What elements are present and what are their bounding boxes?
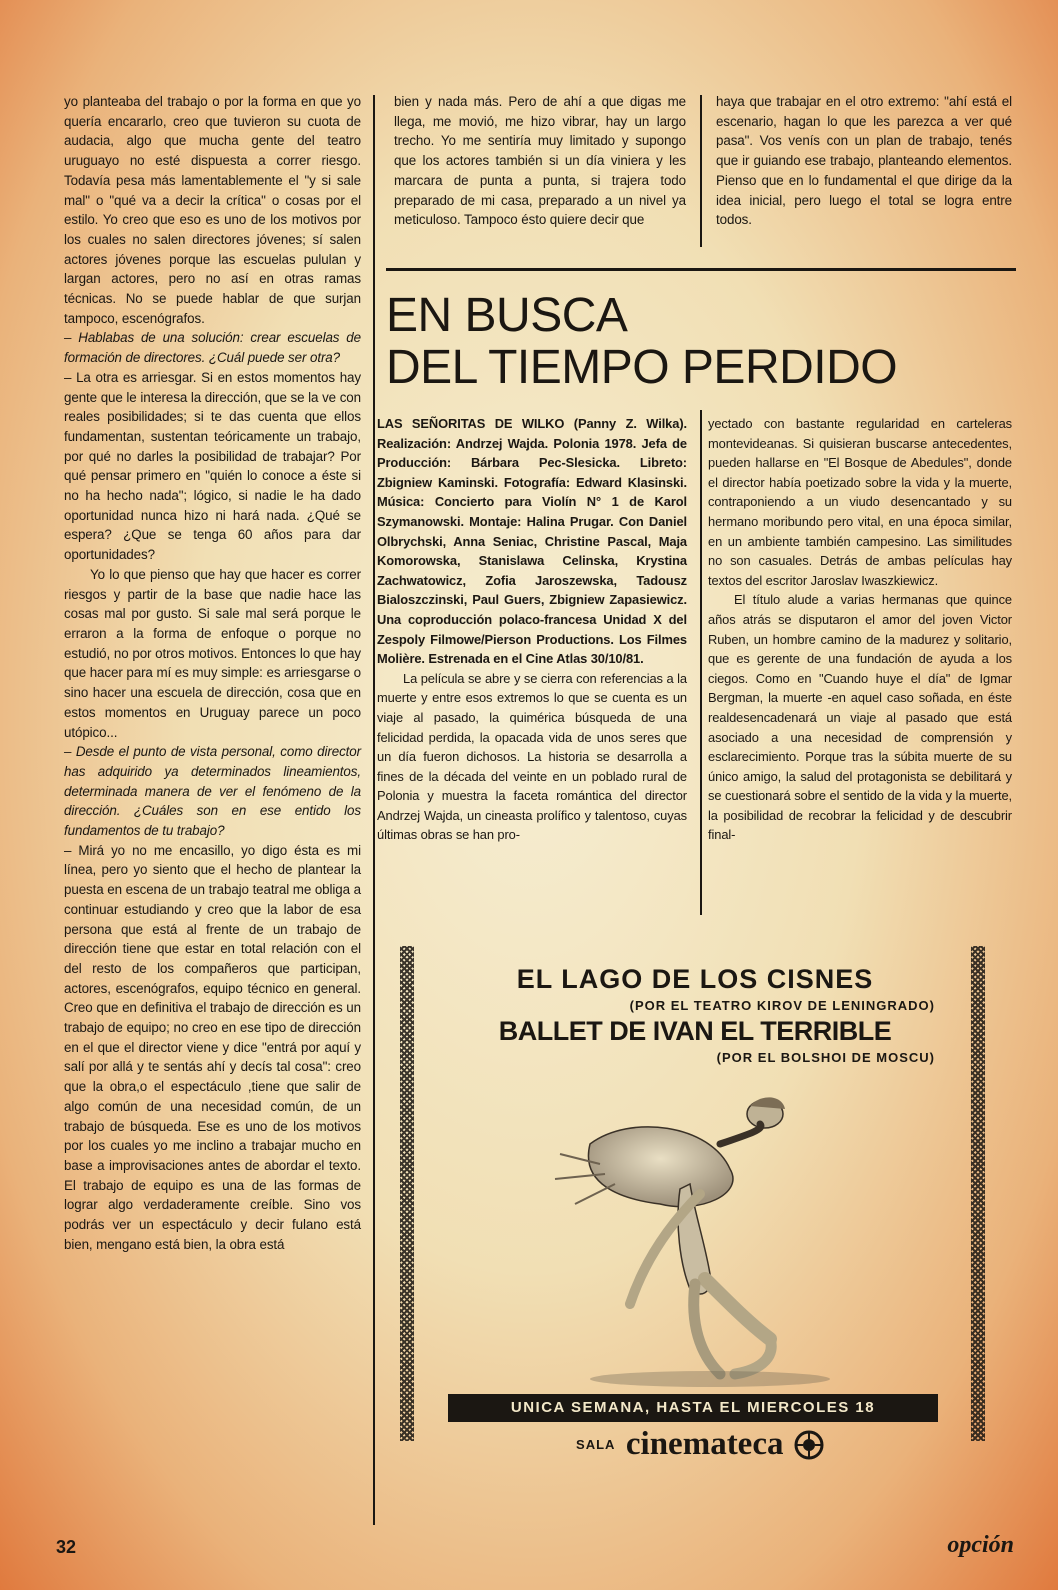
article-headline (386, 290, 1006, 394)
film-credits: LAS SEÑORITAS DE WILKO (Panny Z. Wilka). Realización: Andrzej Wajda. Polonia 1978. Jefa de Producción: Bárbara Pec-Slesicka. Libreto: Zbigniew Kaminski. Fotografía: Edward Klasinski. Música: Concierto para Violín N° 1 de Karol Szymanowski. Montaje: Halina Prugar. Con Daniel Olbrychski, Anna Seniac, Christine Pascal, Maja Komorowska, Stanislawa Celinska, Krystina Zachwatowicz, Zofia Jaroszewska, Tadousz Bialoszczinski, Paul Guers, Zbigniew Zapasiewicz. Una coproducción polaco-francesa Unidad X del Zespoly Filmowe/Pierson Productions. Los Filmes Molière. Estrenada en el Cine Atlas 30/10/81. (377, 416, 687, 667)
paragraph: haya que trabajar en el otro extremo: "ahí está el escenario, hagan lo que les parezca a ver qué pasa". Vos venís con un plan de trabajo, tenés que ir guiando ese trabajo, planteando elementos. Pienso que en lo fundamental el que dirige da la idea inicial, pero luego el total se logra entre todos. (716, 94, 1012, 228)
review-column-middle (377, 414, 687, 845)
paragraph: bien y nada más. Pero de ahí a que digas me llega, me movió, me hizo vibrar, hay un largo trecho. Yo me sentiría muy limitado y supongo que los actores también si un día viniera y les marcara de punta a punta, si trajera todo preparado de mi casa, preparado a un nivel ya meticuloso. Tampoco ésto quiere decir que (394, 94, 686, 228)
column-divider-right-article (700, 410, 702, 915)
magazine-brand: opción (947, 1532, 1014, 1558)
ad-venue-name: cinemateca (625, 1426, 784, 1462)
interview-column-left (64, 92, 361, 1254)
paragraph: yo planteaba del trabajo o por la forma en que yo quería encararlo, creo que tuvieron su cuota de audacia, algo que mucha gente del teatro uruguayo no esté dispuesta a correr riesgo. Todavía pesa más lamentablemente el "y si sale mal" o "qué va a decir la crítica" o cosas por el estilo. Yo creo que eso es uno de los motivos por los cuales no salen directores jóvenes; sí salen actores jóvenes porque las escuelas pululan y largan actores, pero no así en otras ramas técnicas. No se puede hablar de que surjan tampoco, escenógrafos. (64, 94, 361, 326)
cinemateca-logo-icon (794, 1430, 824, 1460)
ballet-dancer-photo (520, 1074, 880, 1394)
paragraph: El título alude a varias hermanas que quince años atrás se disputaron el amor del joven Victor Ruben, un hombre camino de la madurez y solitario, que es gerente de una fundación de ayuda a los ciegos. Como en "Cuando huye el día" de Igmar Bergman, la muerte -en aquel caso soñada, en éste realdesencadenará un viaje al pasado que está asociado a una necesidad de comprensión y esclarecimiento. Porque tras la súbita muerte de su único amigo, la salud del protagonista se debilitará y se cuestionará sobre el sentido de la vida y la muerte, la posibilidad de recobrar la felicidad y de descubrir final- (708, 592, 1012, 843)
page-number: 32 (56, 1537, 77, 1557)
paragraph: La película se abre y se cierra con referencias a la muerte y entre esos extremos lo que se cuenta es un viaje al pasado, la quimérica búsqueda de una felicidad perdida, la opacada vida de unos seres que un día fueron dichosos. La historia se desarrolla a fines de la década del veinte en un poblado rural de Polonia y muestra la faceta romántica del director Andrzej Wajda, un cineasta prolífico y talentoso, cuyas últimas obras se han pro- (377, 670, 687, 843)
ad-subtitle-bolshoi: (POR EL BOLSHOI DE MOSCU) (716, 1050, 935, 1065)
ad-subtitle-kirov: (POR EL TEATRO KIROV DE LENINGRADO) (629, 998, 935, 1013)
headline-rule (386, 268, 1016, 271)
ad-run-banner: UNICA SEMANA, HASTA EL MIERCOLES 18 (448, 1394, 938, 1422)
column-divider-right-top (700, 95, 702, 247)
column-divider-left (373, 95, 375, 1525)
interview-column-middle (394, 92, 686, 230)
ballet-advertisement (400, 946, 985, 1466)
review-column-right (708, 414, 1012, 845)
ad-venue (490, 1426, 910, 1466)
paragraph: Yo lo que pienso que hay que hacer es correr riesgos y partir de la base que nadie hace las cosas mal por gusto. Si sale mal será porque le erraron a la forma de enfoque o porque no estudió, no por otros motivos. Entonces lo que hay que hacer para mí es muy simple: es arriesgarse o sino hacer una escuela de dirección, cosa que en estos momentos en Uruguay parece un poco utópico... (64, 566, 361, 740)
ad-border-left (400, 946, 414, 1441)
paragraph: yectado con bastante regularidad en carteleras montevideanas. Si quisieran buscarse antecedentes, pueden hallarse en "El Bosque de Abedules", donde el director había poetizado sobre la vida y la muerte, contraponiendo a un viudo desencantado y su hermano moribundo pero vital, en una época similar, en un ambiente también campesino. Las similitudes no son casuales. Detrás de ambas películas hay textos del escritor Jaroslav Iwaszkiewicz. (708, 416, 1012, 588)
paragraph: – La otra es arriesgar. Si en estos momentos hay gente que le interesa la dirección, que se la ve con reales posibilidades; si te das cuenta que ellos fundamentan, sustentan teóricamente un trabajo, por qué no darles la posibilidad de trabajar? Por qué pensar primero en "quién lo conoce a éste si no ha hecho nada"; lógico, si nadie le ha dado oportunidad nunca hizo ni hará nada. ¿Qué se espera? ¿Que se tenga 60 años para dar oportunidades? (64, 369, 361, 563)
interview-column-right (716, 92, 1012, 230)
headline-line-1: EN BUSCA (386, 289, 628, 342)
headline-line-2: DEL TIEMPO PERDIDO (386, 341, 898, 394)
interview-question: – Hablabas de una solución: crear escuelas de formación de directores. ¿Cuál puede ser otra? (64, 330, 361, 366)
ad-title-swan-lake: EL LAGO DE LOS CISNES (516, 964, 874, 994)
paragraph: – Mirá yo no me encasillo, yo digo ésta es mi línea, pero yo siento que el hecho de plantear la puesta en escena de un trabajo teatral me obliga a continuar estudiando y creo que la labor de esa persona que está al frente de un trabajo de dirección tiene que estar en total relación con el del resto de los compañeros que participan, actores, escenógrafos, equipo técnico en general. Creo que en definitiva el trabajo de dirección es un trabajo de equipo; no creo en ese tipo de dirección en el que el director viene y dice "entrá por aquí y salí por allá y te sentás ahí y decís tal cosa": creo que la obra,o el espectáculo ,tiene que salir de algo común de una necesidad común, de un trabajo de búsqueda. Ese es uno de los motivos por los cuales yo me inclino a trabajar mucho en base a improvisaciones antes de abordar el texto. El trabajo de equipo es una de las formas de lograr algo verdaderamente creíble. Sino vos podrás ver un espectáculo y decir fulano está bien, mengano está bien, la obra está (64, 842, 361, 1252)
ad-sala-label: SALA (576, 1437, 616, 1452)
ad-title-ivan: BALLET DE IVAN EL TERRIBLE (498, 1016, 892, 1046)
ad-border-right (971, 946, 985, 1441)
interview-question: – Desde el punto de vista personal, como director has adquirido ya determinados lineamientos, determinada manera de ver el fenómeno de la dirección. ¿Cuáles son en ese entido los fundamentos de tu trabajo? (64, 744, 361, 839)
